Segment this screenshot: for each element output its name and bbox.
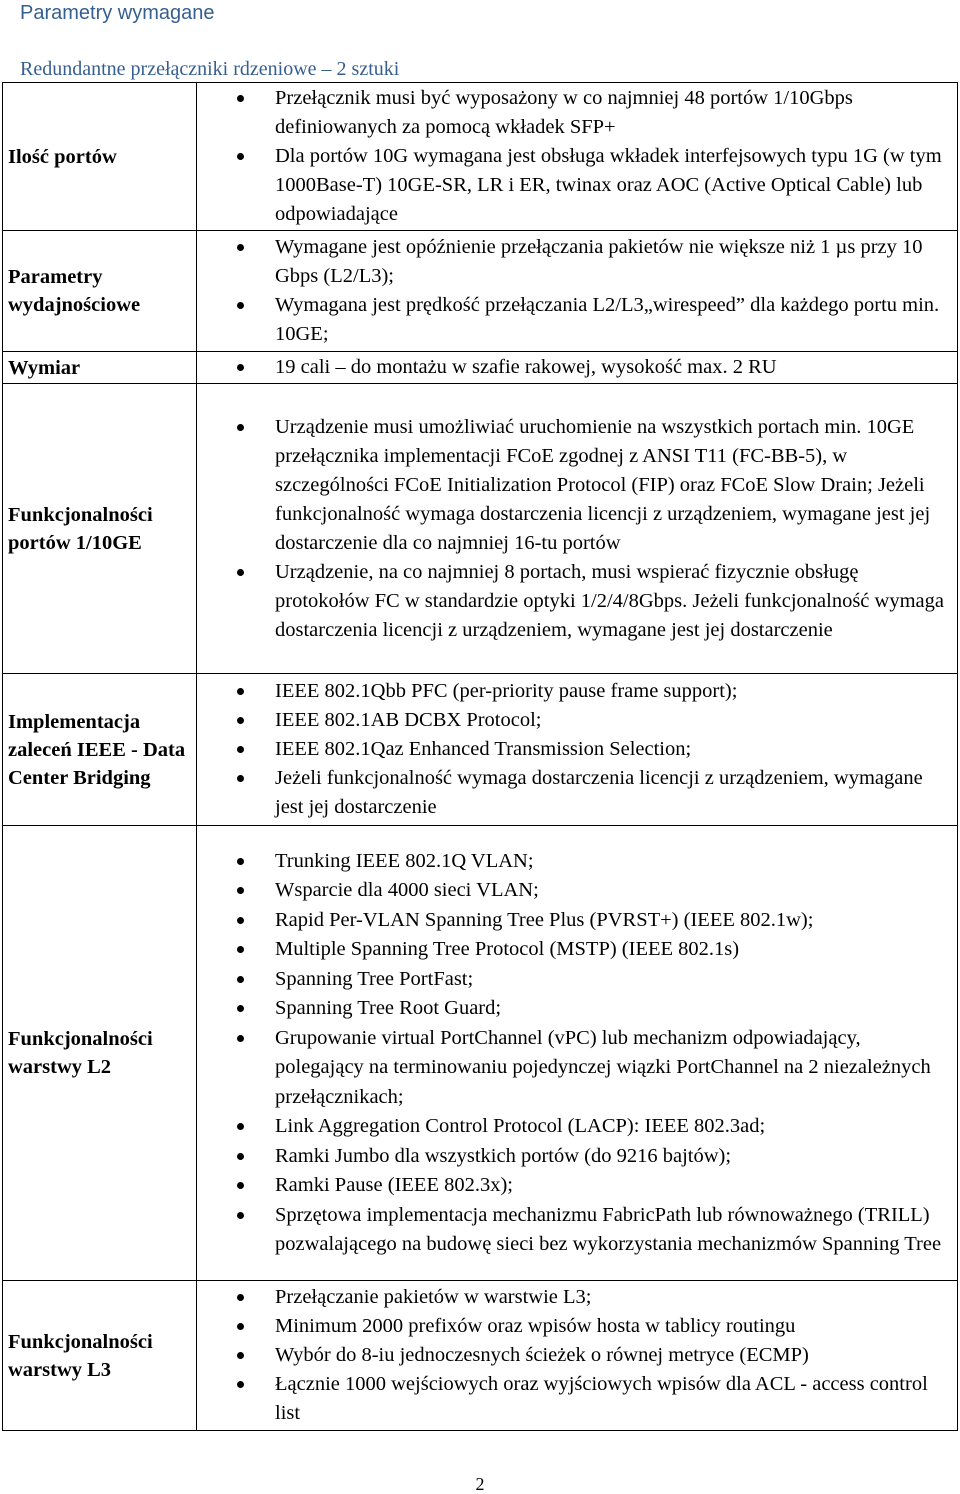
requirements-table: [2, 82, 958, 1431]
row-label: Funkcjonalności warstwy L2: [3, 826, 197, 1281]
requirement-list: [197, 233, 957, 349]
list-item: Sprzętowa implementacja mechanizmu FabricPath lub równoważnego (TRILL) pozwalającego na budowę sieci bez wykorzystania mechanizmów Spanning Tree: [275, 1201, 951, 1260]
row-label: Implementacja zaleceń IEEE - Data Center Bridging: [3, 674, 197, 826]
list-item: Trunking IEEE 802.1Q VLAN;: [275, 847, 951, 877]
list-item: IEEE 802.1Qaz Enhanced Transmission Selection;: [275, 735, 951, 764]
list-item: Jeżeli funkcjonalność wymaga dostarczenia licencji z urządzeniem, wymagane jest jej dostarczenie: [275, 764, 951, 822]
section-subheading: Redundantne przełączniki rdzeniowe – 2 sztuki: [20, 58, 400, 80]
list-item: Przełącznik musi być wyposażony w co najmniej 48 portów 1/10Gbps definiowanych za pomocą wkładek SFP+: [275, 84, 951, 142]
row-label: Funkcjonalności warstwy L3: [3, 1281, 197, 1431]
table-row: [3, 826, 958, 1281]
requirement-list: [197, 84, 957, 229]
list-item: 19 cali – do montażu w szafie rakowej, wysokość max. 2 RU: [275, 353, 951, 382]
list-item: Link Aggregation Control Protocol (LACP): IEEE 802.3ad;: [275, 1112, 951, 1142]
row-content: [197, 352, 958, 384]
row-label: Wymiar: [3, 352, 197, 384]
list-item: Ramki Pause (IEEE 802.3x);: [275, 1171, 951, 1201]
row-content: [197, 674, 958, 826]
row-content: [197, 826, 958, 1281]
list-item: Wybór do 8-iu jednoczesnych ścieżek o równej metryce (ECMP): [275, 1341, 951, 1370]
list-item: Łącznie 1000 wejściowych oraz wyjściowych wpisów dla ACL - access control list: [275, 1370, 951, 1428]
list-item: Multiple Spanning Tree Protocol (MSTP) (IEEE 802.1s): [275, 935, 951, 965]
table-row: [3, 1281, 958, 1431]
list-item: Wymagane jest opóźnienie przełączania pakietów nie większe niż 1 µs przy 10 Gbps (L2/L3);: [275, 233, 951, 291]
table-row: [3, 674, 958, 826]
row-content: [197, 83, 958, 231]
page-number: 2: [475, 1474, 485, 1494]
requirement-list: [197, 677, 957, 822]
list-item: Minimum 2000 prefixów oraz wpisów hosta w tablicy routingu: [275, 1312, 951, 1341]
list-item: Wsparcie dla 4000 sieci VLAN;: [275, 876, 951, 906]
list-item: Przełączanie pakietów w warstwie L3;: [275, 1283, 951, 1312]
list-item: Rapid Per-VLAN Spanning Tree Plus (PVRST+) (IEEE 802.1w);: [275, 906, 951, 936]
row-content: [197, 1281, 958, 1431]
list-item: Wymagana jest prędkość przełączania L2/L3„wirespeed” dla każdego portu min. 10GE;: [275, 291, 951, 349]
row-label: Ilość portów: [3, 83, 197, 231]
page-heading: Parametry wymagane: [20, 2, 215, 24]
list-item: Urządzenie, na co najmniej 8 portach, musi wspierać fizycznie obsługę protokołów FC w standardzie optyki 1/2/4/8Gbps. Jeżeli funkcjonalność wymaga dostarczenia licencji z urządzeniem, wymagane jest jej dostarczenie: [275, 558, 951, 645]
requirement-list: [197, 1283, 957, 1428]
table-row: [3, 231, 958, 352]
list-item: Dla portów 10G wymagana jest obsługa wkładek interfejsowych typu 1G (w tym 1000Base-T) 10GE-SR, LR i ER, twinax oraz AOC (Active Optical Cable) lub odpowiadające: [275, 142, 951, 229]
table-row: [3, 384, 958, 674]
requirement-list: [197, 353, 957, 382]
list-item: IEEE 802.1AB DCBX Protocol;: [275, 706, 951, 735]
list-item: IEEE 802.1Qbb PFC (per-priority pause frame support);: [275, 677, 951, 706]
row-content: [197, 384, 958, 674]
list-item: Urządzenie musi umożliwiać uruchomienie na wszystkich portach min. 10GE przełącznika implementacji FCoE zgodnej z ANSI T11 (FC-BB-5), w szczególności FCoE Initialization Protocol (FIP) oraz FCoE Slow Drain; Jeżeli funkcjonalność wymaga dostarczenia licencji z urządzeniem, wymagane jest jej dostarczenie dla co najmniej 16-tu portów: [275, 413, 951, 558]
row-content: [197, 231, 958, 352]
requirement-list: [197, 413, 957, 645]
row-label: Funkcjonalności portów 1/10GE: [3, 384, 197, 674]
list-item: Grupowanie virtual PortChannel (vPC) lub mechanizm odpowiadający, polegający na terminowaniu pojedynczej wiązki PortChannel na 2 niezależnych przełącznikach;: [275, 1024, 951, 1113]
row-label: Parametry wydajnościowe: [3, 231, 197, 352]
requirement-list: [197, 847, 957, 1260]
list-item: Spanning Tree Root Guard;: [275, 994, 951, 1024]
table-row: [3, 352, 958, 384]
table-row: [3, 83, 958, 231]
list-item: Ramki Jumbo dla wszystkich portów (do 9216 bajtów);: [275, 1142, 951, 1172]
list-item: Spanning Tree PortFast;: [275, 965, 951, 995]
